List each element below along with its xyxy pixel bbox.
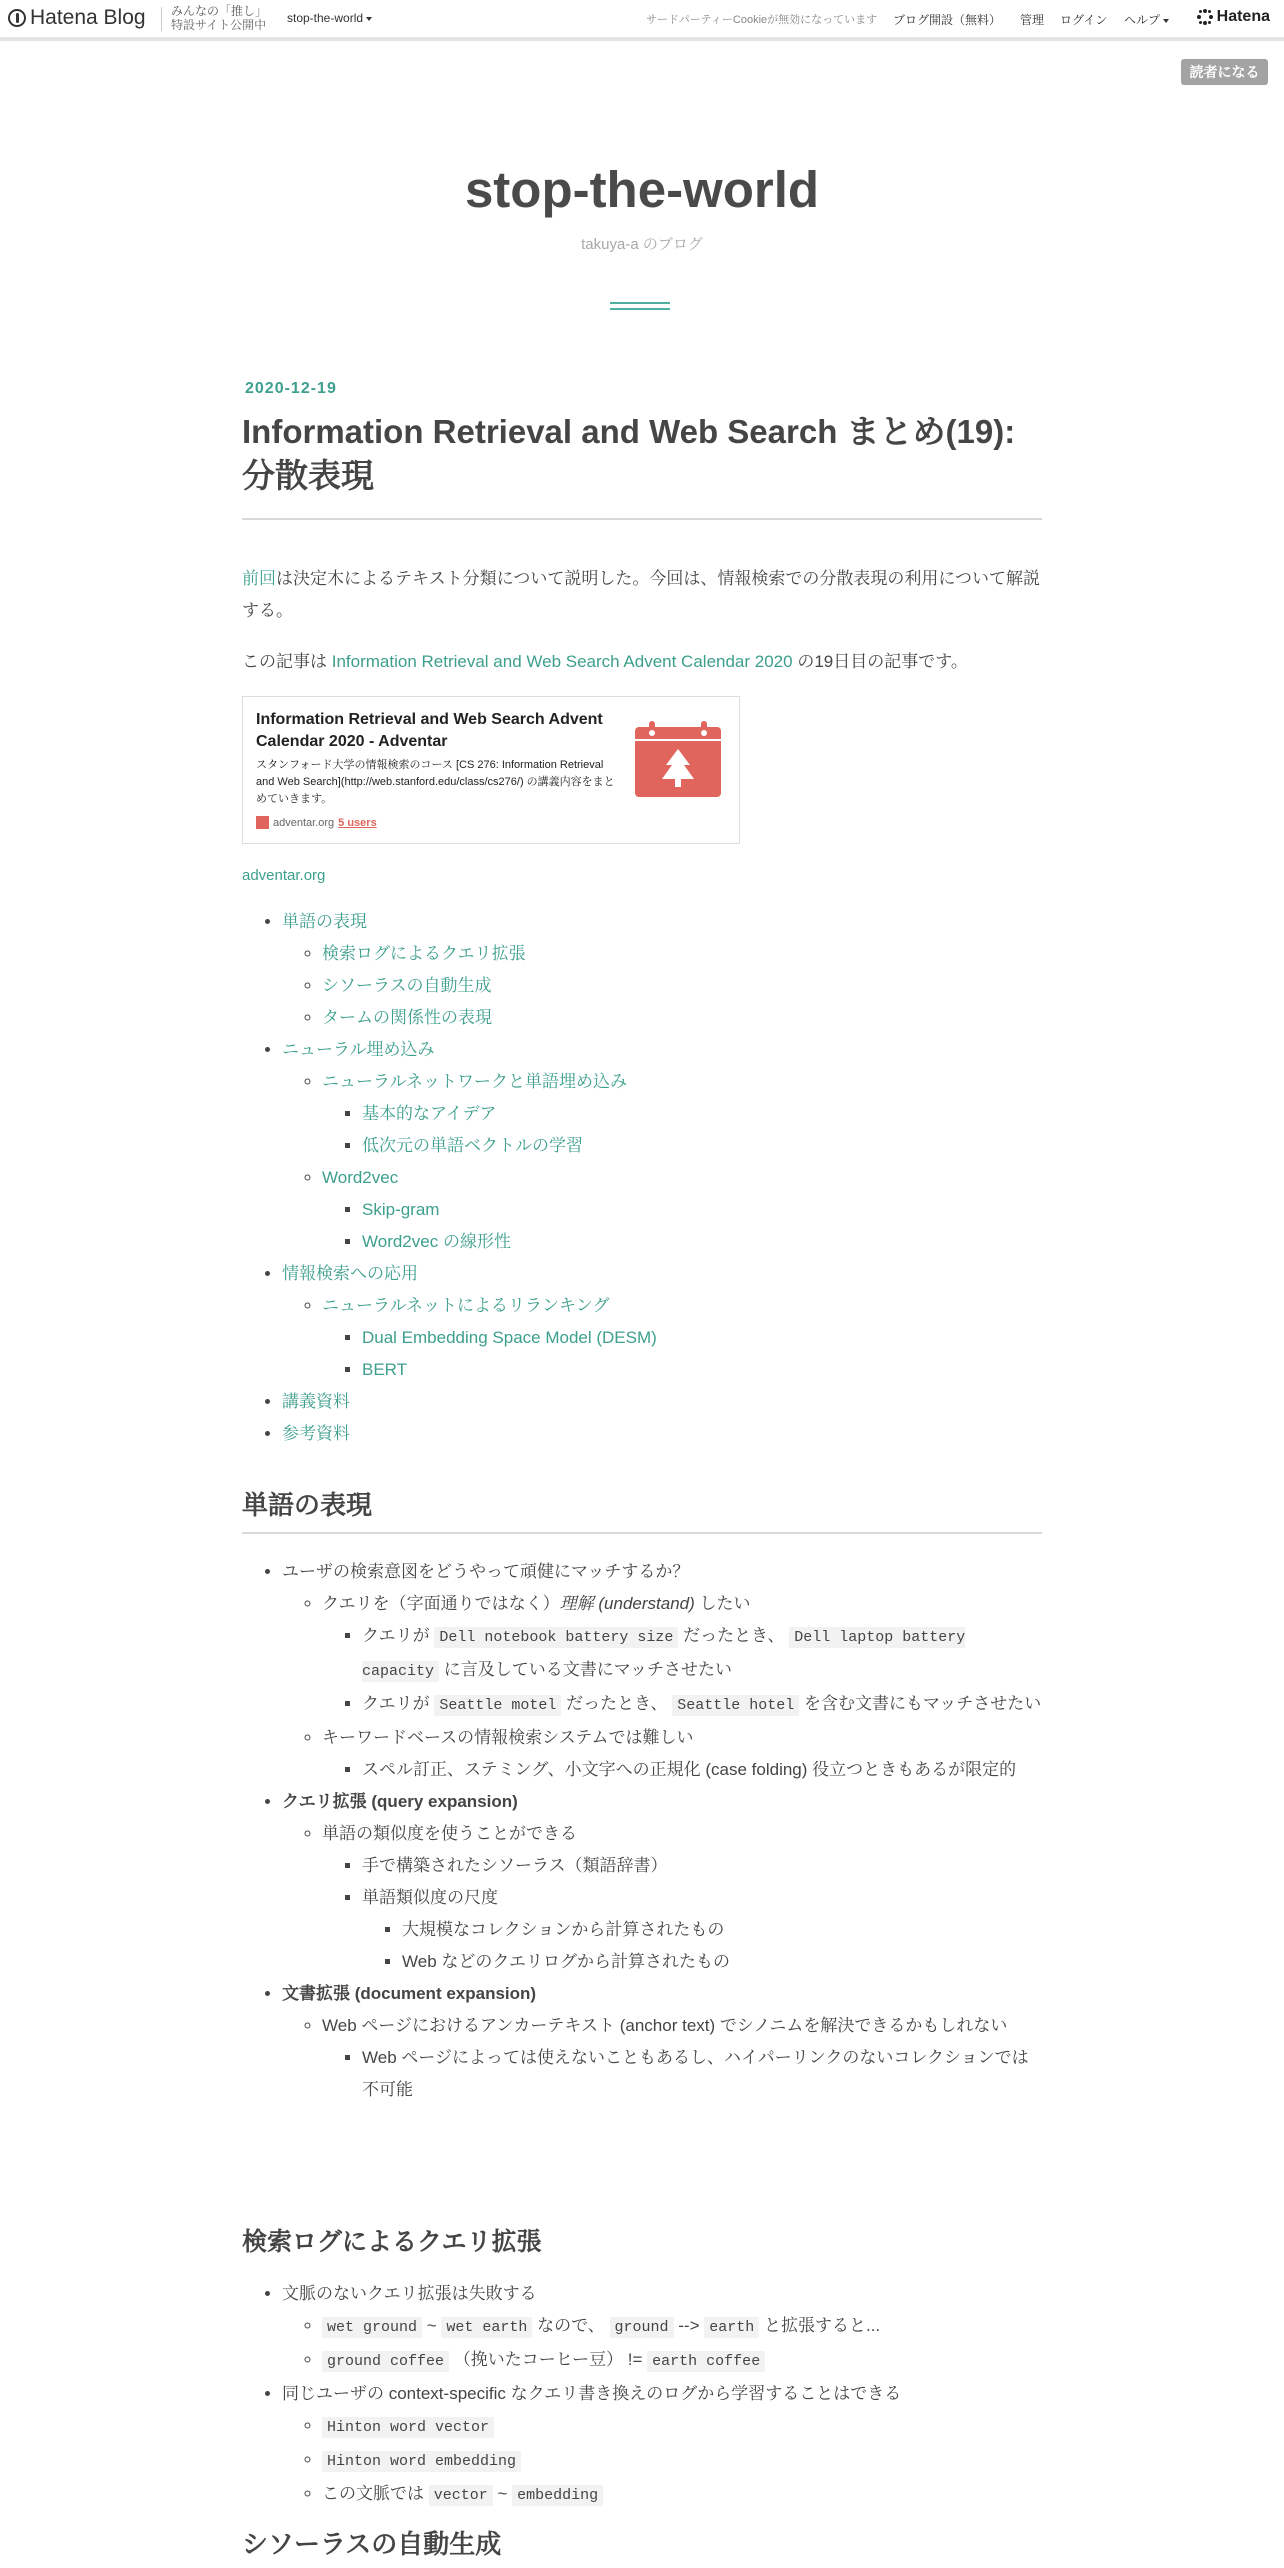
list-item: • 文書拡張 (document expansion) ◦ Web ページにおけるアンカーテキスト (anchor text) でシノニムを解決できるかもしれない ▪ Web ページによっては使えないこともあるし、ハイパーリンクのないコレクションでは不可能 — [282, 1978, 1042, 2106]
toc-item: ▪ Dual Embedding Space Model (DESM) — [362, 1322, 1042, 1354]
toc-item: • 参考資料 — [282, 1418, 1042, 1450]
hatena-blog-logo[interactable]: Hatena Blog — [8, 6, 146, 30]
entry-date[interactable]: 2020-12-19 — [245, 380, 337, 397]
section-query-log-expansion — [242, 2222, 1042, 2258]
section-1-list — [242, 1556, 1042, 2106]
list-item: ◦ Hinton word embedding — [322, 2444, 1042, 2478]
blog-title[interactable]: stop-the-world — [464, 161, 820, 218]
caret-down-icon — [1163, 19, 1169, 23]
list-item: ▪ 手で構築されたシソーラス（類語辞書） — [362, 1850, 1042, 1882]
help-dropdown[interactable]: ヘルプ — [1124, 11, 1169, 28]
toc-item: ▪ BERT — [362, 1354, 1042, 1386]
embed-card[interactable] — [242, 696, 740, 844]
blog-menu-dropdown[interactable]: stop-the-world — [287, 11, 372, 25]
toc-item: ◦ ニューラルネットによるリランキング ▪ Dual Embedding Space Model (DESM) ▪ BERT — [322, 1290, 1042, 1386]
previous-post-link[interactable]: 前回 — [242, 569, 276, 588]
intro-paragraph: 前回は決定木によるテキスト分類について説明した。今回は、情報検索での分散表現の利用について解説する。 — [242, 569, 1040, 620]
list-item: ▪ Web ページによっては使えないこともあるし、ハイパーリンクのないコレクションでは不可能 — [362, 2042, 1042, 2106]
bookmark-users-link[interactable]: 5 users — [338, 816, 377, 829]
card-source-link[interactable]: adventar.org — [242, 867, 326, 884]
list-item: ▪ クエリが Seattle motel だったとき、 Seattle hotel を含む文書にもマッチさせたい — [362, 1688, 1042, 1722]
list-item: • 文脈のないクエリ拡張は失敗する ◦ wet ground ~ wet earth なので、 ground --> earth と拡張すると... ◦ ground coffee （挽いたコーヒー豆） != earth coffee — [282, 2278, 1042, 2378]
embed-card-wrap — [242, 696, 1042, 844]
card-source-wrap — [242, 859, 1042, 892]
list-item: ▪ 大規模なコレクションから計算されたもの — [402, 1914, 1042, 1946]
section-auto-thesaurus — [242, 2524, 1042, 2561]
promo-link[interactable]: みんなの「推し」 特設サイト公開中 — [171, 4, 268, 32]
list-item: ◦ wet ground ~ wet earth なので、 ground --> earth と拡張すると... — [322, 2310, 1042, 2344]
list-item: ◦ クエリを（字面通りではなく）理解 (understand) したい ▪ クエリが Dell notebook battery size だったとき、 Dell laptop battery capacity に言及している文書にマッチさせたい ▪ クエリが Seattle motel だったとき、 Seattle hotel を含む文書にもマッチさせたい — [322, 1588, 1042, 1722]
list-item: ◦ Hinton word vector — [322, 2410, 1042, 2444]
header-divider — [610, 302, 670, 304]
list-item: ◦ Web ページにおけるアンカーテキスト (anchor text) でシノニムを解決できるかもしれない ▪ Web ページによっては使えないこともあるし、ハイパーリンクのないコレクションでは不可能 — [322, 2010, 1042, 2106]
toc-item: ◦ Word2vec ▪ Skip-gram ▪ Word2vec の線形性 — [322, 1162, 1042, 1258]
toc-item: ▪ Word2vec の線形性 — [362, 1226, 1042, 1258]
card-description: スタンフォード大学の情報検索のコース [CS 276: Information Retrieval and Web Search](http://web.stanford.edu/class/cs276/) の講義内容をまとめていきます。 — [256, 759, 615, 805]
section-heading: シソーラスの自動生成 — [242, 2529, 502, 2559]
card-footer: adventar.org 5 users — [256, 816, 377, 829]
global-header — [0, 0, 1284, 41]
toc-item: ◦ タームの関係性の表現 — [322, 1002, 1042, 1034]
toc-item: ◦ シソーラスの自動生成 — [322, 970, 1042, 1002]
section-word-representation — [242, 1485, 1042, 1534]
toc-item: ◦ 検索ログによるクエリ拡張 — [322, 938, 1042, 970]
list-item: ◦ 単語の類似度を使うことができる ▪ 手で構築されたシソーラス（類語辞書） ▪ 単語類似度の尺度 ▪ 大規模なコレクションから計算されたもの ▪ Web などのクエリログから計算されたもの — [322, 1818, 1042, 1978]
table-of-contents — [242, 906, 1042, 1450]
open-blog-link[interactable]: ブログ開設（無料） — [893, 13, 1002, 27]
list-item: ▪ クエリが Dell notebook battery size だったとき、 Dell laptop battery capacity に言及している文書にマッチさせたい — [362, 1620, 1042, 1688]
divider — [161, 7, 162, 31]
list-item: ◦ ground coffee （挽いたコーヒー豆） != earth coffee — [322, 2344, 1042, 2378]
list-item: • クエリ拡張 (query expansion) ◦ 単語の類似度を使うことができる ▪ 手で構築されたシソーラス（類語辞書） ▪ 単語類似度の尺度 ▪ 大規模なコレクションから計算されたもの ▪ Web などのクエリログから計算されたもの — [282, 1786, 1042, 1978]
hatena-dots-icon — [1197, 9, 1213, 25]
section-heading: 検索ログによるクエリ拡張 — [242, 2228, 542, 2256]
section-heading: 単語の表現 — [242, 1485, 1042, 1534]
admin-link[interactable]: 管理 — [1020, 13, 1045, 27]
list-item: • 同じユーザの context-specific なクエリ書き換えのログから学習することはできる ◦ Hinton word vector ◦ Hinton word embedding ◦ この文脈では vector ~ embedding — [282, 2378, 1042, 2512]
list-item: ◦ キーワードベースの情報検索システムでは難しい ▪ スペル訂正、ステミング、小文字への正規化 (case folding) 役立つときもあるが限定的 — [322, 1722, 1042, 1786]
toc-item: ▪ Skip-gram — [362, 1194, 1042, 1226]
toc-item: • 単語の表現 ◦ 検索ログによるクエリ拡張 ◦ シソーラスの自動生成 ◦ タームの関係性の表現 — [282, 906, 1042, 1034]
login-link[interactable]: ログイン — [1060, 13, 1108, 27]
caret-down-icon — [366, 17, 372, 21]
advent-paragraph-wrap — [242, 646, 1042, 678]
calendar-tree-icon — [635, 721, 721, 797]
cookie-notice: サードパーティーCookieが無効になっています — [646, 14, 878, 26]
favicon-icon — [256, 816, 269, 829]
section-2-list — [242, 2278, 1042, 2512]
toc-item: • 情報検索への応用 ◦ ニューラルネットによるリランキング ▪ Dual Embedding Space Model (DESM) ▪ BERT — [282, 1258, 1042, 1386]
toc-item: • 講義資料 — [282, 1386, 1042, 1418]
toc-item: ◦ ニューラルネットワークと単語埋め込み ▪ 基本的なアイデア ▪ 低次元の単語ベクトルの学習 — [322, 1066, 1042, 1162]
toc-item: • ニューラル埋め込み ◦ ニューラルネットワークと単語埋め込み ▪ 基本的なアイデア ▪ 低次元の単語ベクトルの学習 ◦ Word2vec ▪ Skip-gram ▪ Word2vec の線形性 — [282, 1034, 1042, 1258]
subscribe-button[interactable]: 読者になる — [1181, 59, 1268, 85]
header-divider — [610, 308, 670, 310]
advent-calendar-link[interactable]: Information Retrieval and Web Search Advent Calendar 2020 — [331, 652, 793, 671]
entry-title[interactable]: Information Retrieval and Web Search まとめ(19): 分散表現 — [242, 410, 1042, 520]
hatena-blog-icon — [8, 9, 26, 27]
toc-item: ▪ 基本的なアイデア — [362, 1098, 1042, 1130]
blog-description: takuya-a のブログ — [581, 236, 703, 253]
hatena-logo[interactable]: Hatena — [1197, 8, 1270, 26]
toc-item: ▪ 低次元の単語ベクトルの学習 — [362, 1130, 1042, 1162]
card-title[interactable]: Information Retrieval and Web Search Advent Calendar 2020 - Adventar — [256, 711, 603, 750]
article — [242, 380, 1042, 520]
list-item: ▪ スペル訂正、ステミング、小文字への正規化 (case folding) 役立つときもあるが限定的 — [362, 1754, 1042, 1786]
list-item: ▪ 単語類似度の尺度 ▪ 大規模なコレクションから計算されたもの ▪ Web などのクエリログから計算されたもの — [362, 1882, 1042, 1978]
list-item: • ユーザの検索意図をどうやって頑健にマッチするか？ ◦ クエリを（字面通りではなく）理解 (understand) したい ▪ クエリが Dell notebook battery size だったとき、 Dell laptop battery capacity に言及している文書にマッチさせたい ▪ クエリが Seattle motel だったとき、 Seattle hotel を含む文書にもマッチさせたい ◦ キーワードベースの情報検索システムでは難しい ▪ スペル訂正、ステミング、小文字への正規化 (case folding) 役立つときもあるが限定的 — [282, 1556, 1042, 1786]
advent-paragraph: この記事は Information Retrieval and Web Search Advent Calendar 2020 の19日目の記事です。 — [242, 652, 968, 671]
article-body — [242, 563, 1042, 627]
list-item: ▪ Web などのクエリログから計算されたもの — [402, 1946, 1042, 1978]
list-item: ◦ この文脈では vector ~ embedding — [322, 2478, 1042, 2512]
